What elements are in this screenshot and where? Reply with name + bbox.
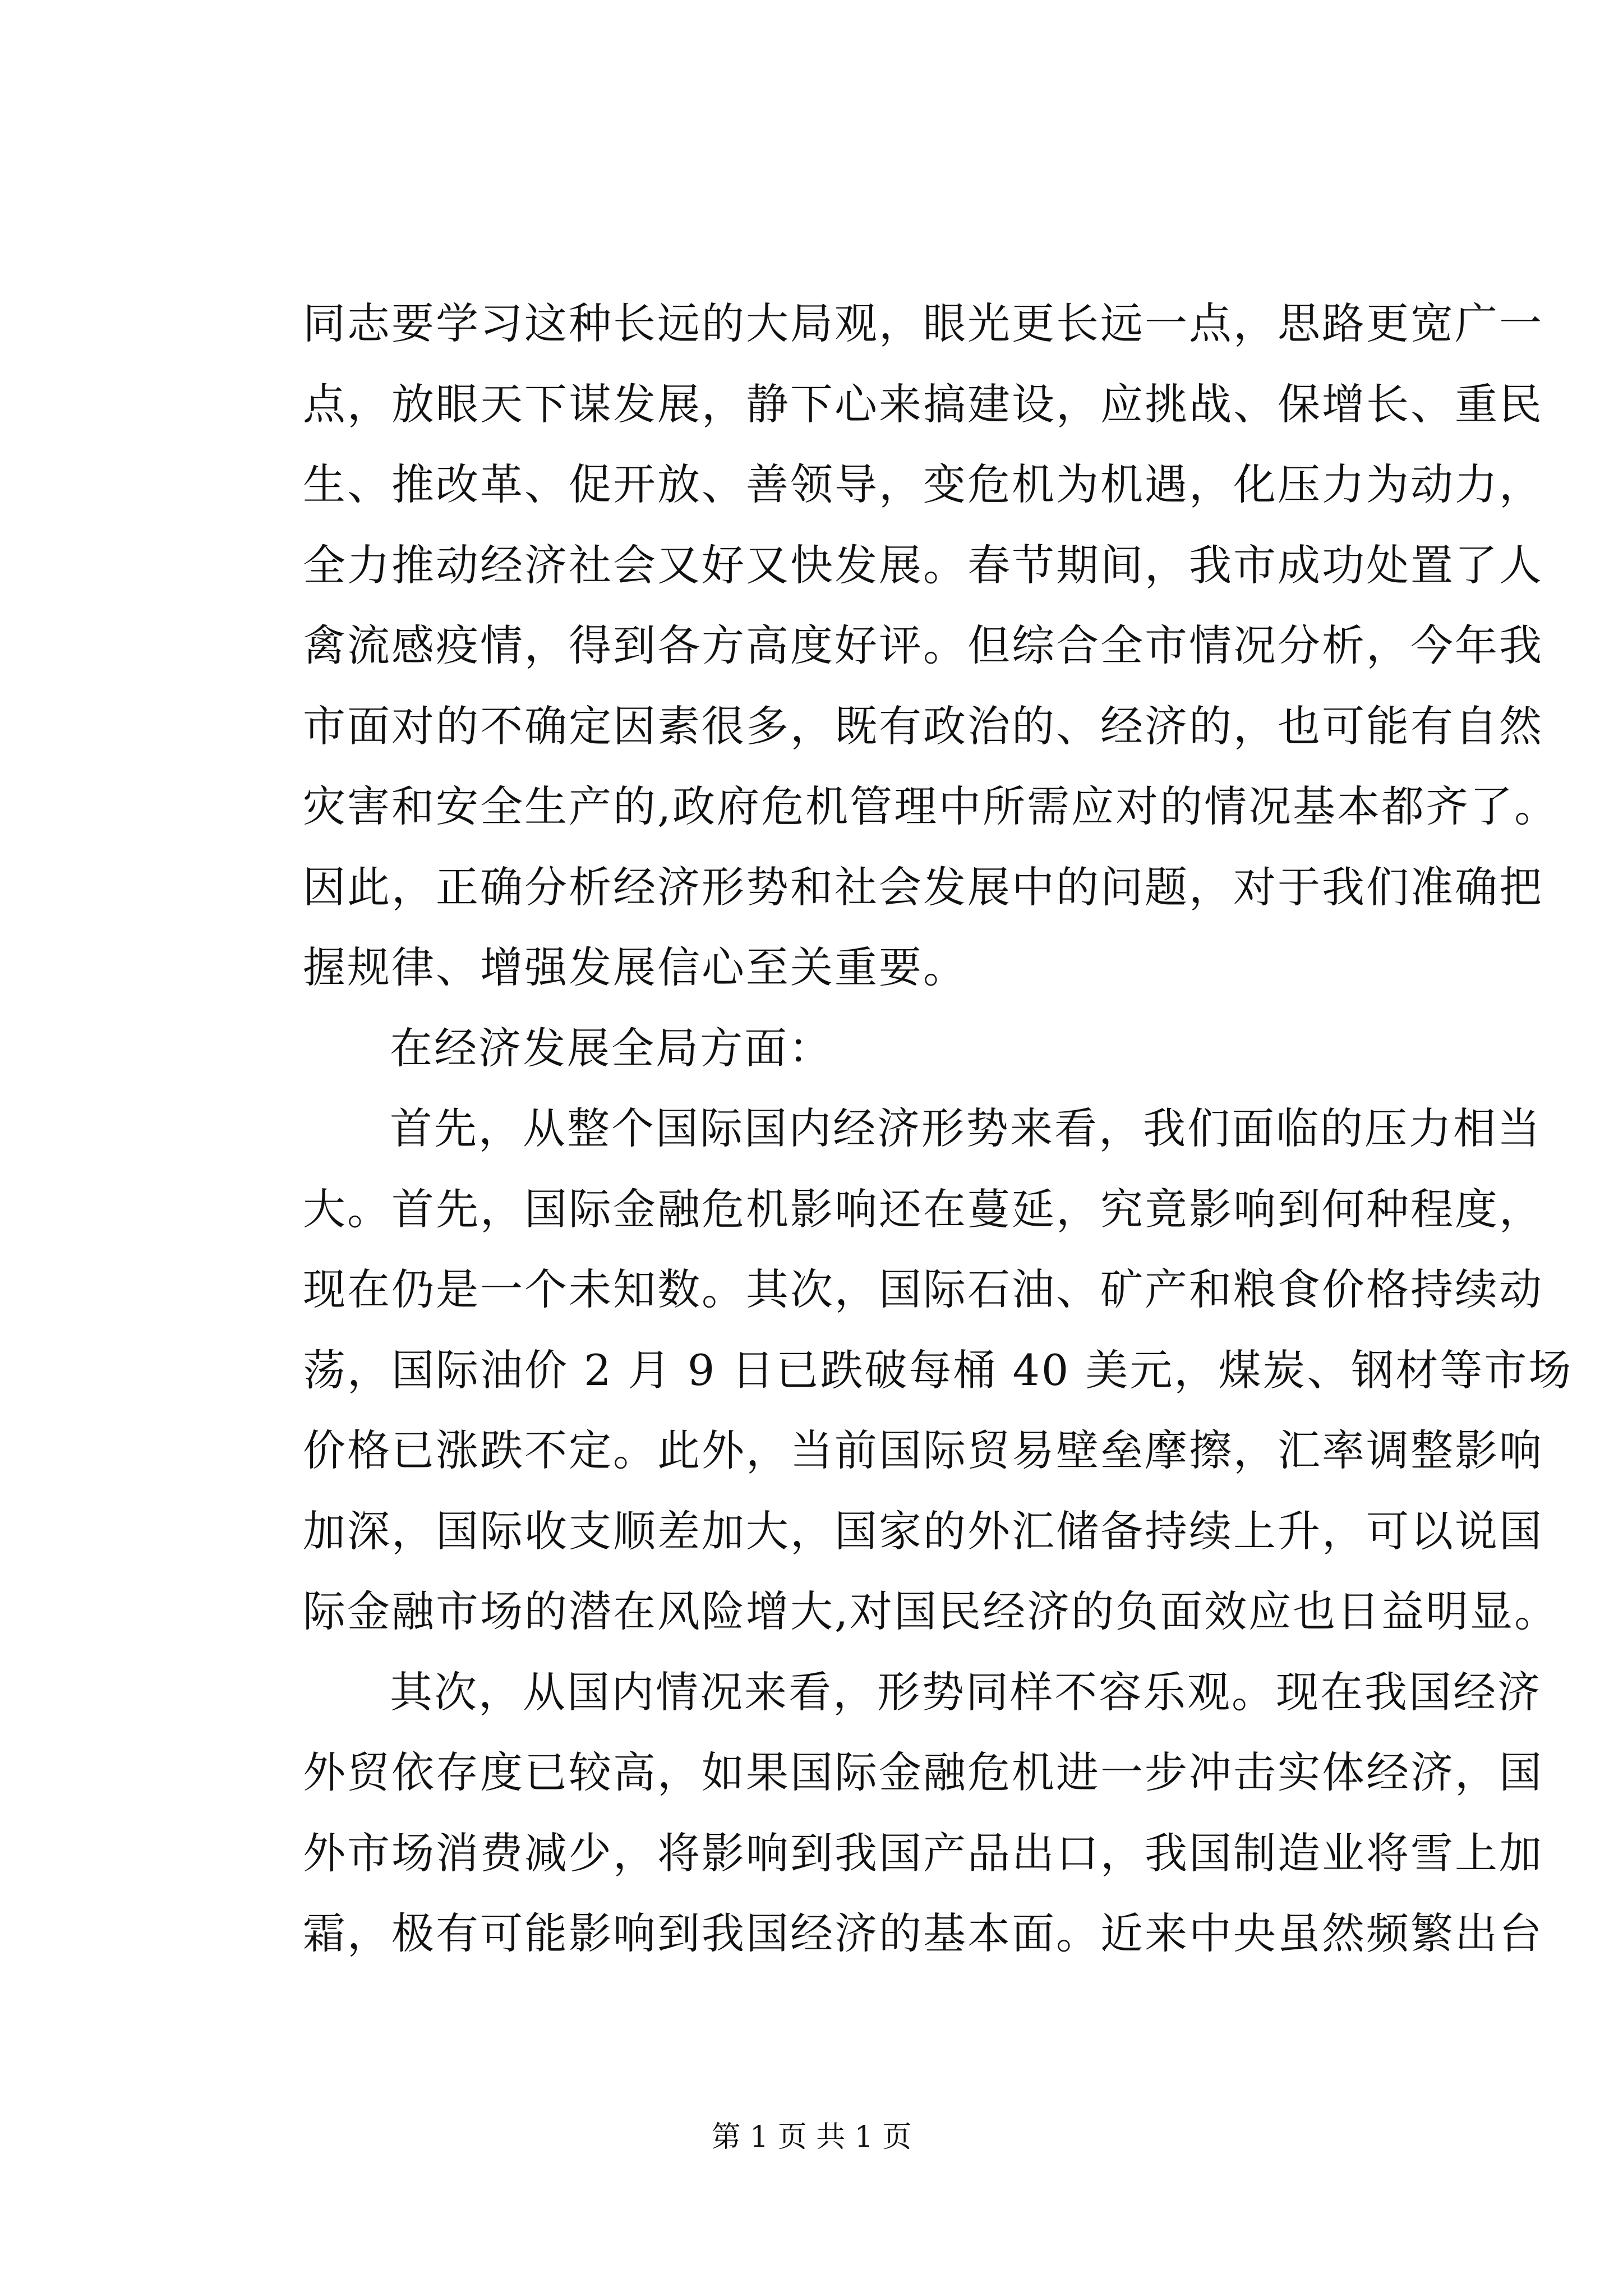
text-line: 禽流感疫情，得到各方高度好评。但综合全市情况分析，今年我 bbox=[303, 620, 1543, 670]
text-line: 点，放眼天下谋发展，静下心来搞建设，应挑战、保增长、重民 bbox=[303, 379, 1543, 429]
text-line: 握规律、增强发展信心至关重要。 bbox=[303, 942, 967, 992]
text-line: 加深，国际收支顺差加大，国家的外汇储备持续上升，可以说国 bbox=[303, 1506, 1543, 1556]
text-line: 际金融市场的潜在风险增大,对国民经济的负面效应也日益明显。 bbox=[303, 1586, 1559, 1636]
text-line: 外贸依存度已较高，如果国际金融危机进一步冲击实体经济，国 bbox=[303, 1747, 1543, 1797]
text-line: 大。首先，国际金融危机影响还在蔓延，究竟影响到何种程度， bbox=[303, 1184, 1543, 1234]
section-heading: 在经济发展全局方面： bbox=[390, 1023, 833, 1073]
paragraph-first-line: 首先，从整个国际国内经济形势来看，我们面临的压力相当 bbox=[390, 1103, 1542, 1153]
text-line: 外市场消费减少，将影响到我国产品出口，我国制造业将雪上加 bbox=[303, 1828, 1543, 1878]
text-line: 市面对的不确定因素很多，既有政治的、经济的，也可能有自然 bbox=[303, 701, 1543, 751]
document-body bbox=[303, 283, 1573, 1974]
text-line: 荡，国际油价 2 月 9 日已跌破每桶 40 美元，煤炭、钢材等市场 bbox=[303, 1345, 1573, 1395]
paragraph-first-line: 其次，从国内情况来看，形势同样不容乐观。现在我国经济 bbox=[390, 1667, 1542, 1717]
text-line: 价格已涨跌不定。此外，当前国际贸易壁垒摩擦，汇率调整影响 bbox=[303, 1425, 1543, 1475]
page-footer: 第 1 页 共 1 页 bbox=[711, 2120, 912, 2154]
text-line: 因此，正确分析经济形势和社会发展中的问题，对于我们准确把 bbox=[303, 862, 1543, 912]
text-line: 灾害和安全生产的,政府危机管理中所需应对的情况基本都齐了。 bbox=[303, 781, 1559, 831]
text-line: 现在仍是一个未知数。其次，国际石油、矿产和粮食价格持续动 bbox=[303, 1264, 1543, 1314]
text-line: 全力推动经济社会又好又快发展。春节期间，我市成功处置了人 bbox=[303, 540, 1543, 590]
text-line: 同志要学习这种长远的大局观，眼光更长远一点，思路更宽广一 bbox=[303, 298, 1543, 348]
text-line: 霜，极有可能影响到我国经济的基本面。近来中央虽然频繁出台 bbox=[303, 1908, 1543, 1958]
text-line: 生、推改革、促开放、善领导，变危机为机遇，化压力为动力， bbox=[303, 459, 1543, 509]
